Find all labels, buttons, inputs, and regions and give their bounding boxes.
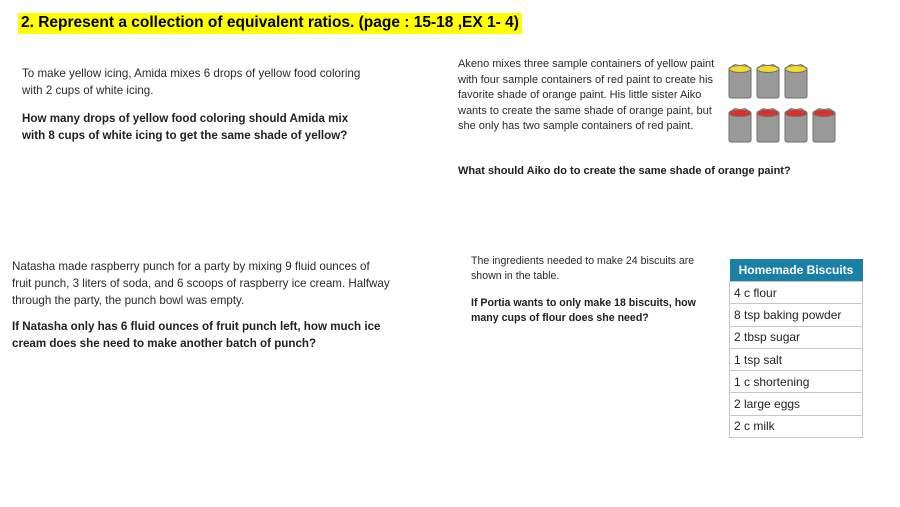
table-row xyxy=(730,326,863,348)
page-title: 2. Represent a collection of equivalent ratios. (page : 15-18 ,EX 1- 4) xyxy=(18,13,522,34)
problem-question: How many drops of yellow food coloring should Amida mix with 8 cups of white icing to get the same shade of yellow? xyxy=(22,112,349,142)
biscuits-table xyxy=(729,259,863,438)
yellow-paint-can-icon xyxy=(783,64,809,100)
table-row xyxy=(730,348,863,370)
problem-raspberry-punch xyxy=(12,258,392,352)
red-paint-can-icon xyxy=(727,108,753,144)
problem-text: The ingredients needed to make 24 biscuits are shown in the table. xyxy=(471,255,695,282)
problem-question: What should Aiko do to create the same shade of orange paint? xyxy=(458,165,791,177)
table-row xyxy=(730,304,863,326)
red-paint-can-icon xyxy=(783,108,809,144)
table-cell: 1 c shortening xyxy=(730,371,863,393)
table-row xyxy=(730,393,863,415)
table-cell: 8 tsp baking powder xyxy=(730,304,863,326)
table-cell: 2 tbsp sugar xyxy=(730,326,863,348)
problem-question: If Portia wants to only make 18 biscuits, how many cups of flour does she need? xyxy=(471,297,696,324)
table-row xyxy=(730,415,863,437)
yellow-paint-can-icon xyxy=(727,64,753,100)
table-row xyxy=(730,282,863,304)
problem-orange-paint xyxy=(458,57,718,135)
red-paint-can-icon xyxy=(811,108,837,144)
table-cell: 1 tsp salt xyxy=(730,348,863,370)
table-cell: 4 c flour xyxy=(730,282,863,304)
table-cell: 2 c milk xyxy=(730,415,863,437)
table-row xyxy=(730,371,863,393)
problem-text: Akeno mixes three sample containers of yellow paint with four sample containers of red paint to create his favorite shade of orange paint. His little sister Aiko wants to create the same shade of orange paint, but she only has two sample containers of red paint. xyxy=(458,58,715,133)
problem-question: If Natasha only has 6 fluid ounces of fruit punch left, how much ice cream does she need to make another batch of punch? xyxy=(12,320,381,350)
problem-biscuits xyxy=(471,254,701,326)
table-cell: 2 large eggs xyxy=(730,393,863,415)
problem-text: To make yellow icing, Amida mixes 6 drops of yellow food coloring with 2 cups of white icing. xyxy=(22,67,361,97)
table-header: Homemade Biscuits xyxy=(730,259,863,282)
yellow-paint-can-icon xyxy=(755,64,781,100)
problem-text: Natasha made raspberry punch for a party by mixing 9 fluid ounces of fruit punch, 3 liters of soda, and 6 scoops of raspberry ice cream. Halfway through the party, the punch bowl was empty. xyxy=(12,260,390,307)
paint-cans-illustration xyxy=(722,60,842,150)
problem-yellow-icing xyxy=(22,66,367,144)
red-paint-can-icon xyxy=(755,108,781,144)
